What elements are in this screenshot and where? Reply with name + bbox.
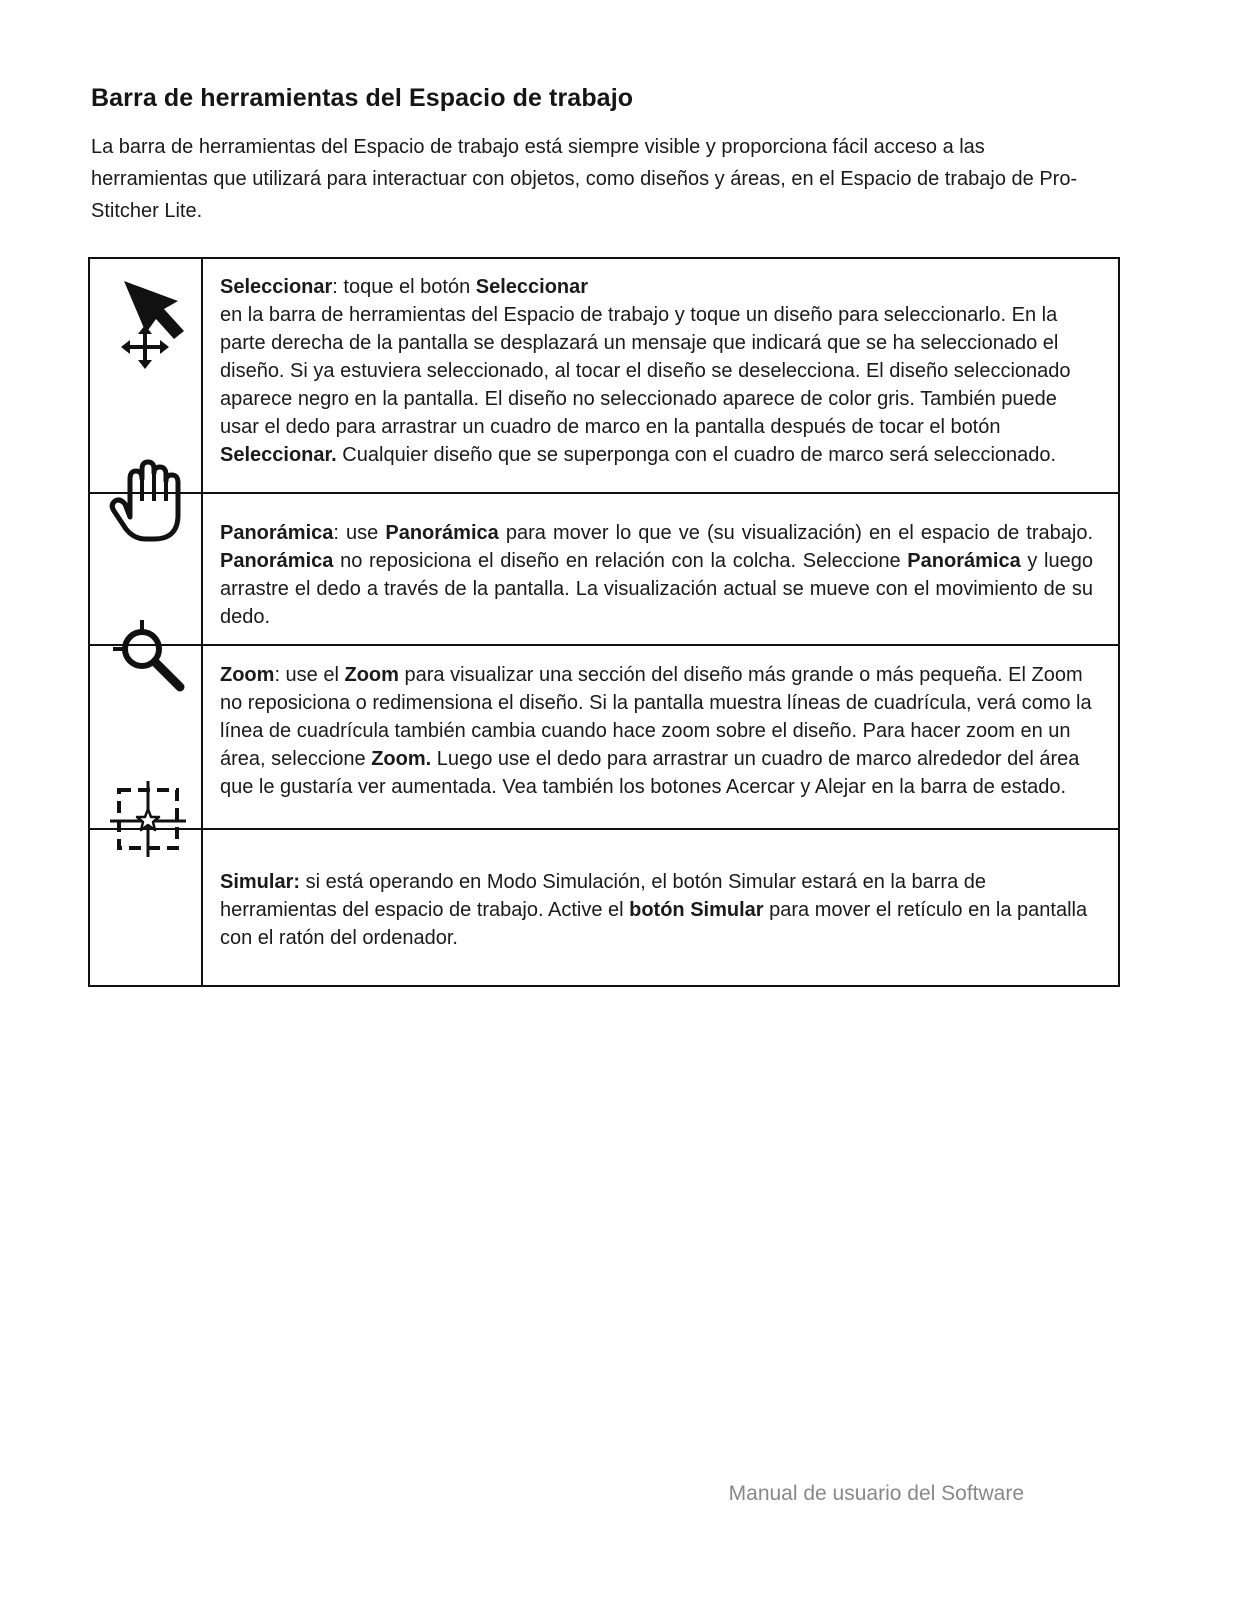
tool-description-pan: [220, 519, 1093, 631]
bold-text: Seleccionar: [220, 276, 333, 298]
tools-table: [88, 257, 1120, 987]
bold-text: Simular:: [220, 871, 301, 893]
bold-text: Seleccionar: [475, 276, 589, 298]
bold-text: Zoom.: [371, 748, 432, 770]
text-segment: no reposiciona el diseño en relación con la colcha. Seleccione: [333, 550, 908, 572]
bold-text: Zoom: [220, 664, 275, 686]
bold-text: Panorámica: [220, 522, 334, 544]
text-segment: y luego arrastre el dedo a través de la pantalla. La visualización actual se mueve con el movimiento de su dedo.: [220, 550, 1093, 628]
text-segment: si está operando en Modo Simulación, el botón Simular estará en la barra de herramientas del espacio de trabajo. Active el: [220, 871, 986, 921]
row-divider: [90, 828, 1118, 830]
text-segment: en la barra de herramientas del Espacio de trabajo y toque un diseño para seleccionarlo. En la parte derecha de la pantalla se desplazará un mensaje que indicará que se ha seleccionado el diseño. Si ya estuviera seleccionado, al tocar el diseño se deselecciona. El diseño seleccionado aparece negro en la pantalla. El diseño no seleccionado aparece de color gris. También puede usar el dedo para arrastrar un cuadro de marco en la pantalla después de tocar el botón: [220, 304, 1071, 438]
text-segment: para mover lo que ve (su visualización) en el espacio de trabajo.: [498, 522, 1093, 544]
bold-text: botón Simular: [629, 899, 764, 921]
text-segment: : use: [333, 522, 386, 544]
zoom-magnifier-icon: [110, 617, 186, 693]
bold-text: Panorámica: [907, 550, 1021, 572]
text-segment: : toque el botón: [332, 276, 476, 298]
bold-text: Zoom: [344, 664, 399, 686]
simulate-crosshair-icon: [110, 781, 186, 857]
tool-description-zoom: [220, 661, 1093, 801]
select-arrow-move-icon: [120, 279, 186, 371]
text-segment: Luego use el dedo para arrastrar un cuadro de marco alrededor del área que le gustaría ver aumentada. Vea también los botones Acercar y Alejar en la barra de estado.: [220, 748, 1080, 798]
row-divider: [90, 644, 1118, 646]
tool-description-select: [220, 273, 1093, 469]
bold-text: Panorámica: [385, 522, 499, 544]
bold-text: Panorámica: [220, 550, 334, 572]
text-segment: Cualquier diseño que se superponga con el cuadro de marco será seleccionado.: [336, 444, 1057, 466]
text-segment: para visualizar una sección del diseño más grande o más pequeña. El Zoom no reposiciona o redimensiona el diseño. Si la pantalla muestra líneas de cuadrícula, verá como la línea de cuadrícula también cambia cuando hace zoom sobre el diseño. Para hacer zoom en un área, seleccione: [220, 664, 1092, 770]
row-divider: [90, 492, 1118, 494]
hand-pan-icon: [108, 459, 184, 543]
tool-description-simulate: [220, 868, 1093, 952]
text-segment: : use el: [274, 664, 345, 686]
column-divider: [201, 259, 203, 985]
footer-text: Manual de usuario del Software: [728, 1482, 1024, 1505]
intro-paragraph: La barra de herramientas del Espacio de trabajo está siempre visible y proporciona fácil acceso a las herramientas que utilizará para interactuar con objetos, como diseños y áreas, en el Espacio de trabajo de Pro-Stitcher Lite.: [91, 136, 1078, 222]
page-title: Barra de herramientas del Espacio de trabajo: [91, 84, 634, 112]
text-segment: para mover el retículo en la pantalla con el ratón del ordenador.: [220, 899, 1088, 949]
bold-text: Seleccionar.: [220, 444, 337, 466]
